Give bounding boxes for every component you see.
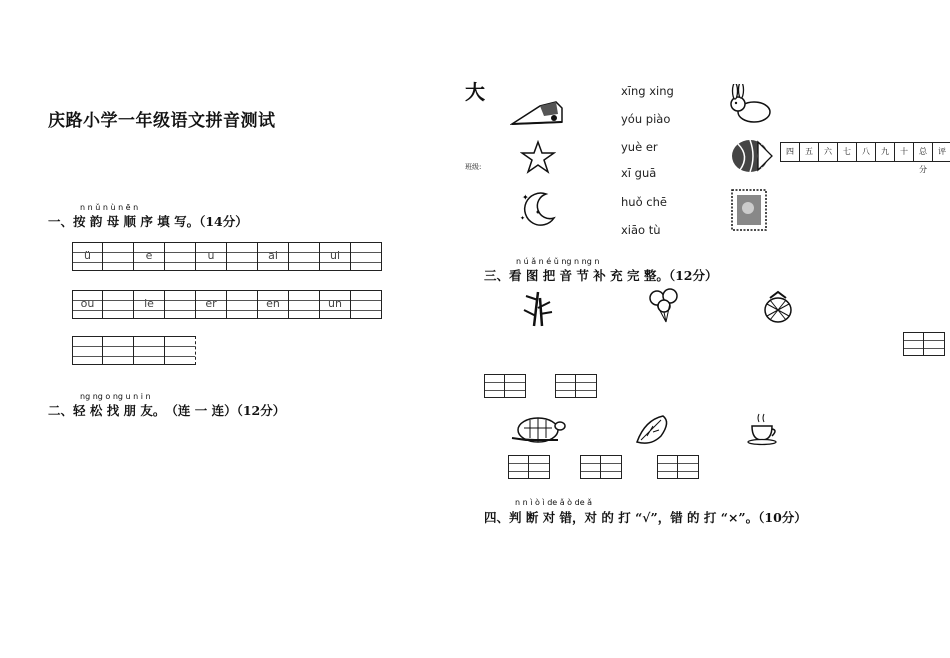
- score-header: 总分: [914, 143, 933, 161]
- moon-icon: [516, 188, 560, 228]
- cabbage-icon: [633, 412, 673, 448]
- star-icon: [520, 140, 556, 174]
- q1-pinyin: n n ǔ n ù n ē n: [80, 203, 139, 212]
- turtle-icon: [508, 412, 566, 448]
- grid-cell-text: ui: [329, 249, 341, 262]
- teacup-icon: [746, 410, 782, 446]
- score-header: 九: [876, 143, 895, 161]
- answer-box[interactable]: [657, 455, 699, 479]
- score-header: 七: [838, 143, 857, 161]
- stamp-icon: [730, 188, 768, 232]
- big-character: 大: [465, 80, 485, 104]
- bamboo-icon: [520, 288, 558, 328]
- answer-box[interactable]: [580, 455, 622, 479]
- q1-grid-row-2: [72, 290, 382, 319]
- q1-label: 一、按 韵 母 顺 序 填 写。（14分）: [48, 214, 248, 229]
- grid-cell-text: ie: [144, 297, 154, 310]
- grid-cell-text: er: [205, 297, 217, 310]
- word-4: xī guā: [621, 166, 657, 180]
- q3-pinyin: n ú ǎ n é ǔ ng n ng n: [516, 257, 600, 266]
- score-table: [780, 142, 950, 174]
- grid-cell-text: un: [328, 297, 342, 310]
- watermelon-icon: [728, 136, 774, 176]
- grid-cell-text: ü: [84, 249, 91, 262]
- q2-label: 二、轻 松 找 朋 友。 （连 一 连）（12分）: [48, 403, 286, 418]
- score-header: 八: [857, 143, 876, 161]
- class-label: 班级:: [465, 163, 482, 171]
- answer-box[interactable]: [484, 374, 526, 398]
- q4-label: 四、判 断 对 错，对 的 打 “√”，错 的 打 “×”。（10分）: [484, 510, 807, 525]
- q1-grid-row-3: [72, 336, 196, 365]
- answer-box[interactable]: [508, 455, 550, 479]
- balloons-icon: [648, 288, 680, 324]
- word-5: huǒ chē: [621, 195, 667, 209]
- score-header: 五: [800, 143, 819, 161]
- word-3: yuè er: [621, 140, 658, 154]
- q2-pinyin: ng ng o ng u n i n: [80, 392, 151, 401]
- score-header: 六: [819, 143, 838, 161]
- word-6: xiāo tù: [621, 223, 661, 237]
- grid-cell-text: ou: [80, 297, 95, 310]
- page-title: 庆路小学一年级语文拼音测试: [48, 111, 276, 131]
- svg-text:✦: ✦: [522, 193, 529, 202]
- pineapple-icon: [762, 290, 794, 324]
- score-header: 评: [938, 147, 946, 156]
- svg-text:✦: ✦: [520, 215, 526, 222]
- grid-cell-text: en: [266, 297, 280, 310]
- q4-pinyin: n n ì ò ì de ǎ ò de ǎ: [515, 498, 593, 507]
- grid-cell-text: u: [207, 249, 215, 262]
- answer-box[interactable]: [903, 332, 945, 356]
- answer-box[interactable]: [555, 374, 597, 398]
- word-1: xīng xing: [621, 84, 674, 98]
- score-header: 四: [780, 143, 800, 161]
- train-icon: [510, 94, 565, 128]
- grid-cell-text: e: [145, 249, 153, 262]
- q3-label: 三、看 图 把 音 节 补 充 完 整。（12分）: [484, 268, 718, 283]
- q1-grid-row-1: [72, 242, 382, 271]
- grid-cell-text: ai: [268, 249, 278, 262]
- score-header: 十: [895, 143, 914, 161]
- word-2: yóu piào: [621, 112, 671, 126]
- rabbit-icon: [726, 84, 774, 124]
